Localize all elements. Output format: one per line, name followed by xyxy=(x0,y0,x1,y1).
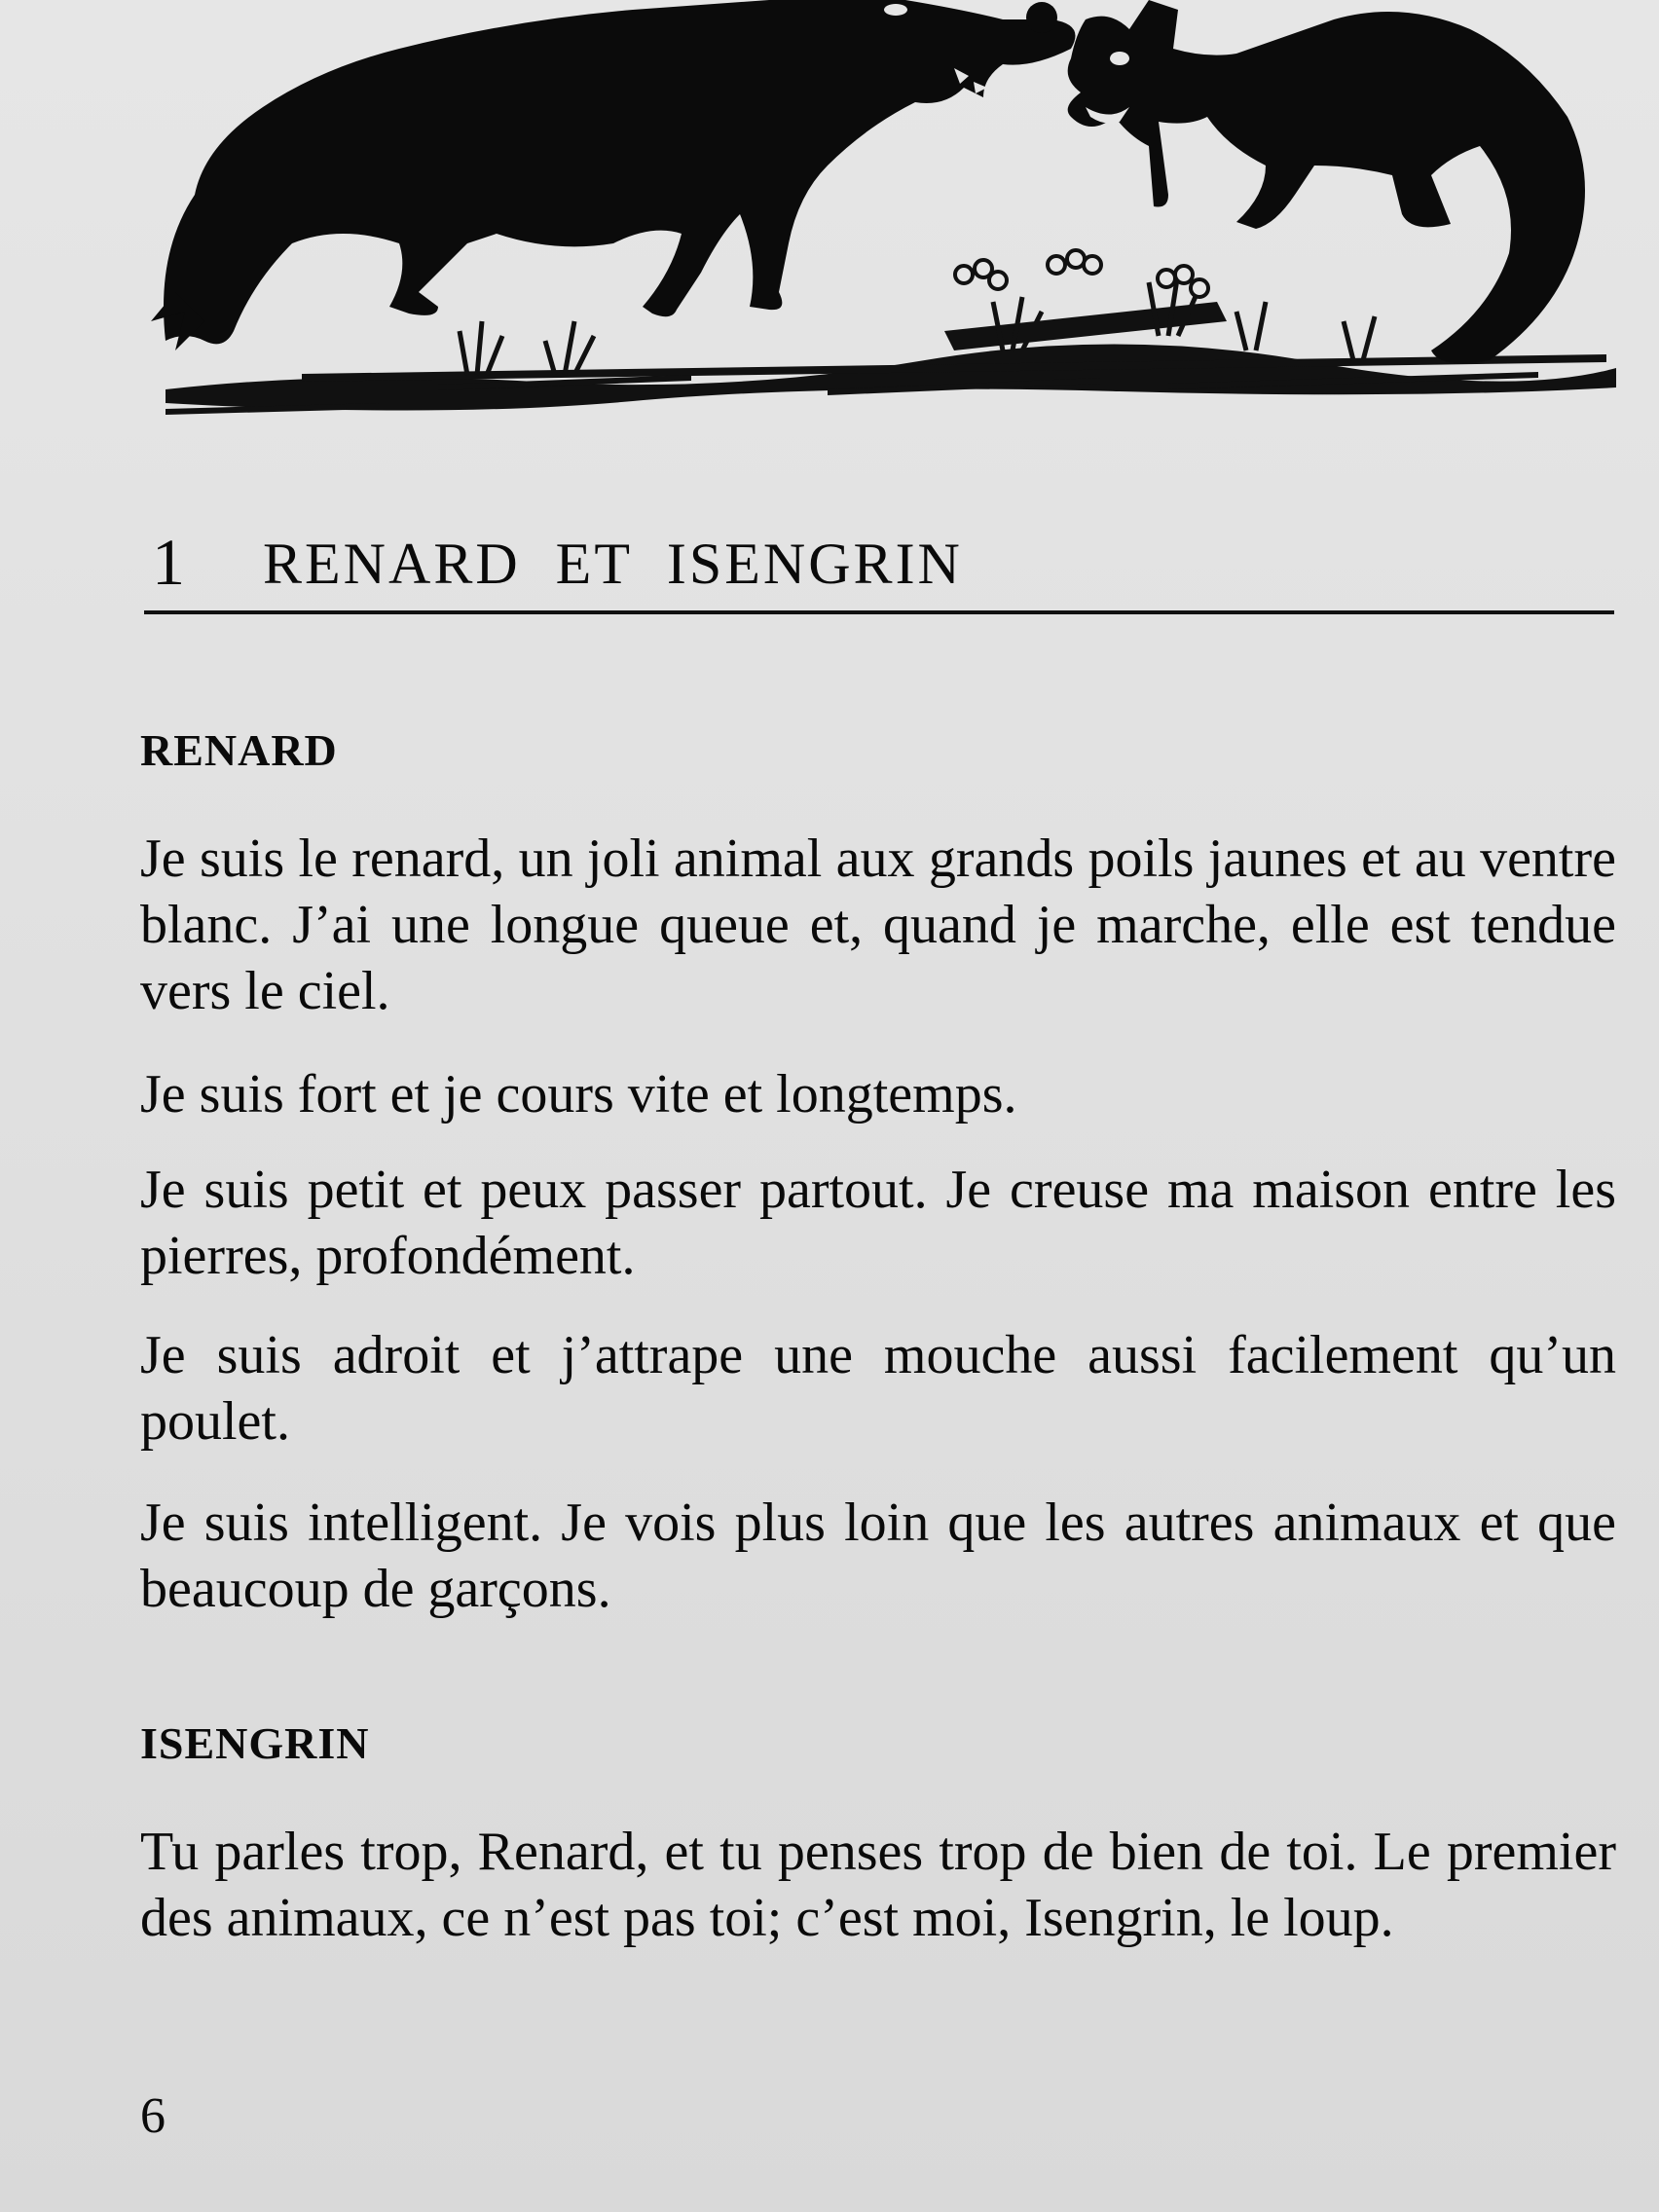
speaker-isengrin: ISENGRIN xyxy=(140,1718,370,1768)
paragraph: Je suis fort et je cours vite et longtemps. xyxy=(140,1064,1017,1124)
paragraph: Je suis le renard, un joli animal aux grands poils jaunes et au ventre blanc. J’ai une longue queue et, quand je marche, elle est tendue vers le ciel. xyxy=(140,829,1616,1021)
chapter-heading xyxy=(144,521,1614,614)
paragraph: Tu parles trop, Renard, et tu penses trop de bien de toi. Le premier des animaux, ce n’est pas toi; c’est moi, Isengrin, le loup. xyxy=(140,1822,1616,1948)
paragraph: Je suis adroit et j’attrape une mouche aussi facilement qu’un poulet. xyxy=(140,1325,1616,1452)
speaker-renard: RENARD xyxy=(140,725,338,775)
page-number: 6 xyxy=(140,2088,166,2144)
wolf-and-fox-illustration-icon xyxy=(146,0,1626,428)
chapter-number: 1 xyxy=(152,525,185,599)
paragraph: Je suis intelligent. Je vois plus loin que les autres animaux et que beaucoup de garçons. xyxy=(140,1493,1616,1619)
chapter-title: RENARD ET ISENGRIN xyxy=(263,532,963,596)
paragraph: Je suis petit et peux passer partout. Je creuse ma maison entre les pierres, profondément. xyxy=(140,1160,1616,1286)
